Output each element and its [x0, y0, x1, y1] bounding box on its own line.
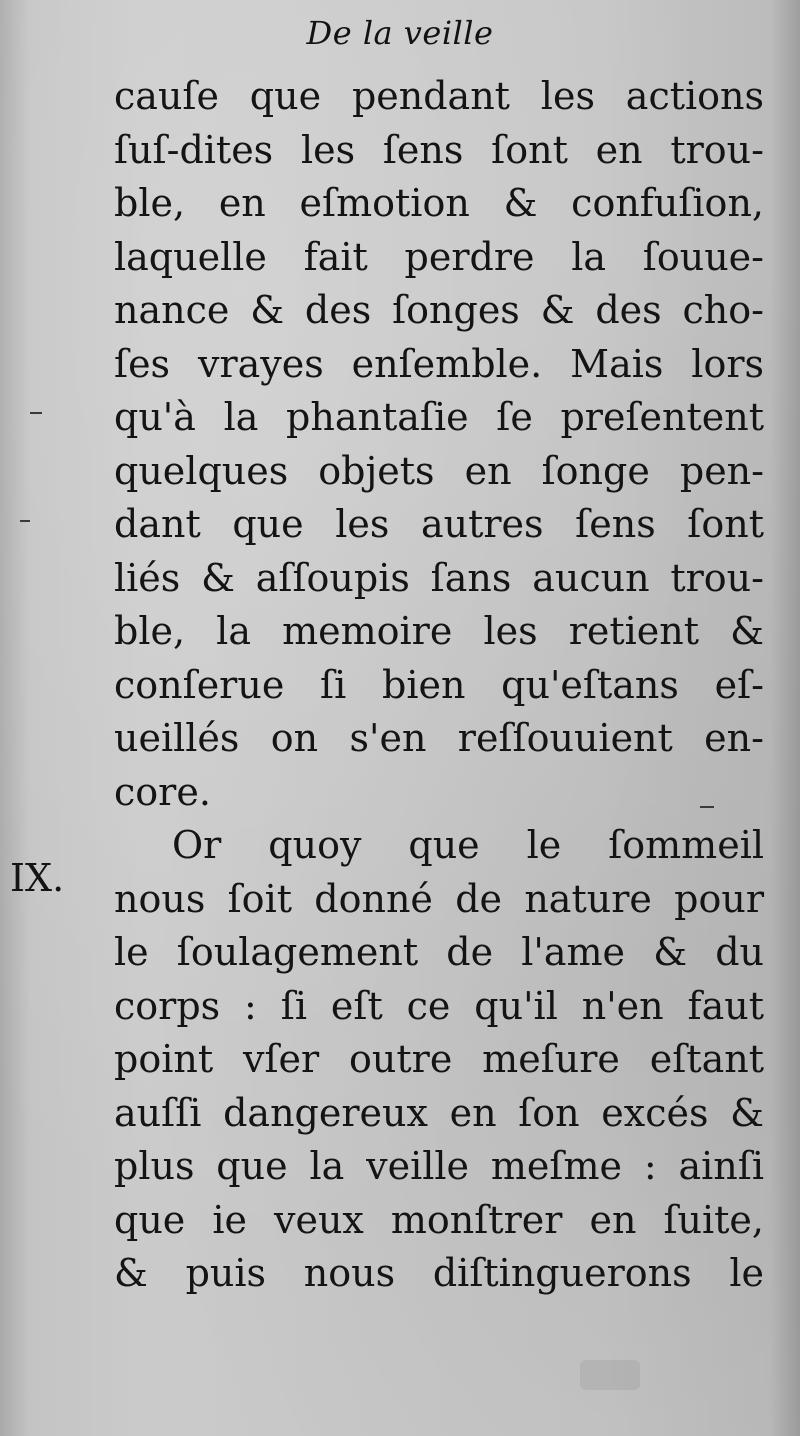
- margin-mark: [30, 412, 42, 414]
- text-line: ſes vrayes enſemble. Mais lors: [114, 341, 764, 386]
- text-line: laquelle fait perdre la ſouue-: [114, 234, 764, 279]
- running-head: De la veille: [306, 14, 494, 52]
- text-line: cauſe que pendant les actions: [114, 74, 764, 118]
- margin-mark: [20, 520, 30, 522]
- text-line: le ſoulagement de l'ame & du: [114, 930, 764, 974]
- text-line: auſſi dangereux en ſon excés &: [114, 1090, 764, 1135]
- text-line: conſerue ſi bien qu'eſtans eſ-: [114, 662, 764, 707]
- text-line: nance & des ſonges & des cho-: [114, 288, 764, 332]
- text-line: qu'à la phantaſie ſe preſentent: [114, 395, 764, 439]
- text-line: Or quoy que le ſommeil: [172, 823, 764, 867]
- text-line: core.: [114, 769, 211, 814]
- text-line: ueillés on s'en reſſouuient en-: [114, 716, 764, 760]
- text-line: ble, en eſmotion & confuſion,: [114, 181, 764, 225]
- body-text: [114, 70, 764, 1301]
- text-line: & puis nous diſtinguerons le: [114, 1251, 764, 1295]
- text-line: dant que les autres ſens ſont: [114, 502, 764, 546]
- text-line: point vſer outre meſure eſtant: [114, 1037, 764, 1081]
- text-line: corps : ſi eſt ce qu'il n'en faut: [114, 983, 764, 1028]
- section-number: IX.: [10, 856, 65, 900]
- text-line: que ie veux monſtrer en ſuite,: [114, 1197, 764, 1242]
- text-line: quelques objets en ſonge pen-: [114, 448, 764, 493]
- text-line: nous ſoit donné de nature pour: [114, 876, 764, 921]
- bleed-through-smudge: [580, 1360, 640, 1390]
- margin-mark: [700, 806, 714, 808]
- text-line: liés & aſſoupis ſans aucun trou-: [114, 555, 764, 600]
- text-line: ble, la memoire les retient &: [114, 609, 764, 653]
- text-line: ſuſ-dites les ſens ſont en trou-: [114, 127, 764, 172]
- text-line: plus que la veille meſme : ainſi: [114, 1144, 764, 1188]
